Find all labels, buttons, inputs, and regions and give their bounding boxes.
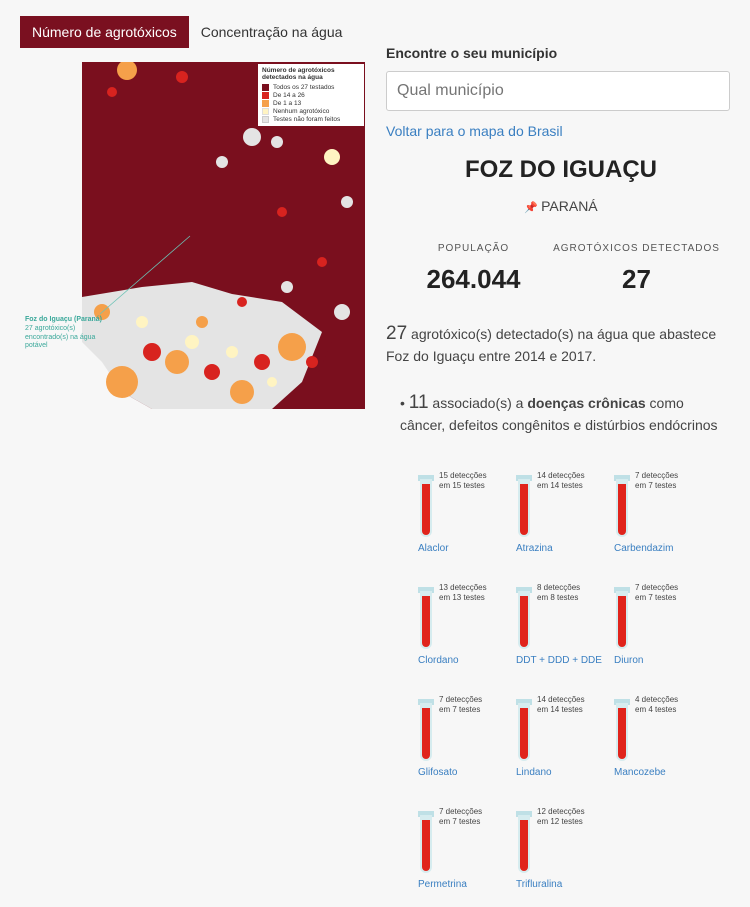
pin-icon: 📌 [524,202,542,214]
chronic-post: como câncer, defeitos congênitos e distúrbios endócrinos [400,395,718,433]
state-name [386,198,736,214]
detection-count: 7 detecções em 7 testes [635,471,679,490]
tube-fill [422,708,430,759]
test-tube-icon [614,475,630,537]
pesticide-tube-item [418,695,518,795]
tube-fill [520,484,528,535]
detection-count: 12 detecções em 12 testes [537,807,585,826]
legend-item [262,115,360,123]
detection-count: 7 detecções em 7 testes [439,695,483,714]
test-tube-icon [614,587,630,649]
map-callout [25,316,115,351]
detected-value: 27 [622,264,651,294]
pesticide-tube-item [614,695,714,795]
pesticide-tube-item [516,583,616,683]
tube-fill [422,596,430,647]
pesticide-link[interactable]: Permetrina [418,879,467,890]
search-label: Encontre o seu município [386,45,558,61]
detection-count: 14 detecções em 14 testes [537,471,585,490]
tube-fill [422,484,430,535]
population-value: 264.044 [426,264,521,294]
test-tube-icon [516,699,532,761]
tube-fill [422,820,430,871]
tube-fill [520,820,528,871]
pesticide-tube-item [516,695,616,795]
legend-swatch [262,84,269,91]
legend-item [262,107,360,115]
summary-body: agrotóxico(s) detectado(s) na água que abastece Foz do Iguaçu entre 2014 e 2017. [386,326,717,364]
pesticide-link[interactable]: DDT + DDD + DDE [516,655,602,666]
test-tube-icon [418,475,434,537]
detection-count: 7 detecções em 7 testes [635,583,679,602]
pesticide-link[interactable]: Diuron [614,655,644,666]
chronic-bullet: • 11 associado(s) a doenças crônicas como câncer, defeitos congênitos e distúrbios endócrinos [400,392,718,433]
pesticide-link[interactable]: Alaclor [418,543,449,554]
test-tube-icon [516,587,532,649]
pesticide-tube-item [516,807,616,907]
pesticide-link[interactable]: Clordano [418,655,459,666]
test-tube-icon [418,811,434,873]
detection-count: 13 detecções em 13 testes [439,583,487,602]
detection-count: 15 detecções em 15 testes [439,471,487,490]
pesticide-link[interactable]: Mancozebe [614,767,666,778]
callout-text: 27 agrotóxico(s) encontrado(s) na água potável [25,324,96,350]
legend-label: De 1 a 13 [273,99,302,107]
legend-label: Todos os 27 testados [273,83,335,91]
legend-item [262,91,360,99]
detection-count: 4 detecções em 4 testes [635,695,679,714]
summary-count: 27 [386,323,408,344]
pesticide-link[interactable]: Carbendazim [614,543,674,554]
tube-fill [520,708,528,759]
legend-label: Testes não foram feitos [273,115,341,123]
test-tube-icon [418,699,434,761]
tab-concentracao-agua[interactable]: Concentração na água [200,24,343,40]
callout-line [0,0,200,330]
tube-fill [618,708,626,759]
test-tube-icon [516,811,532,873]
pesticide-tube-item [516,471,616,571]
back-to-brazil-link[interactable]: Voltar para o mapa do Brasil [386,123,563,139]
detection-count: 14 detecções em 14 testes [537,695,585,714]
detected-label: AGROTÓXICOS DETECTADOS [553,243,720,254]
legend-label: De 14 a 26 [273,91,305,99]
test-tube-icon [516,475,532,537]
pesticide-tube-item [418,583,518,683]
pesticide-link[interactable]: Glifosato [418,767,458,778]
population-stat [386,243,561,295]
callout-title: Foz do Iguaçu (Paraná) [25,316,103,323]
tab-numero-agrotoxicos[interactable]: Número de agrotóxicos [20,16,189,48]
legend-label: Nenhum agrotóxico [273,107,330,115]
pesticide-link[interactable]: Trifluralina [516,879,563,890]
summary-text [386,323,736,367]
pesticide-tube-item [418,807,518,907]
pesticide-tube-item [614,471,714,571]
detection-count: 8 detecções em 8 testes [537,583,581,602]
map-legend [258,64,364,126]
tube-fill [618,484,626,535]
legend-swatch [262,108,269,115]
legend-swatch [262,116,269,123]
municipality-search-input[interactable] [386,71,730,111]
pesticide-tube-item [418,471,518,571]
detected-stat [549,243,724,295]
population-label: POPULAÇÃO [437,243,510,254]
detection-count: 7 detecções em 7 testes [439,807,483,826]
tube-fill [520,596,528,647]
legend-item [262,83,360,91]
city-name: FOZ DO IGUAÇU [465,156,657,183]
pesticide-tube-item [614,583,714,683]
state-label: PARANÁ [541,198,598,214]
legend-swatch [262,92,269,99]
test-tube-icon [418,587,434,649]
test-tube-icon [614,699,630,761]
chronic-pre: associado(s) a [428,395,528,411]
pesticide-link[interactable]: Atrazina [516,543,553,554]
pesticide-link[interactable]: Lindano [516,767,552,778]
legend-title: Número de agrotóxicos detectados na água [262,67,335,81]
tube-fill [618,596,626,647]
chronic-bold: doenças crônicas [527,395,646,411]
legend-item [262,99,360,107]
legend-swatch [262,100,269,107]
chronic-count: 11 [408,392,429,413]
